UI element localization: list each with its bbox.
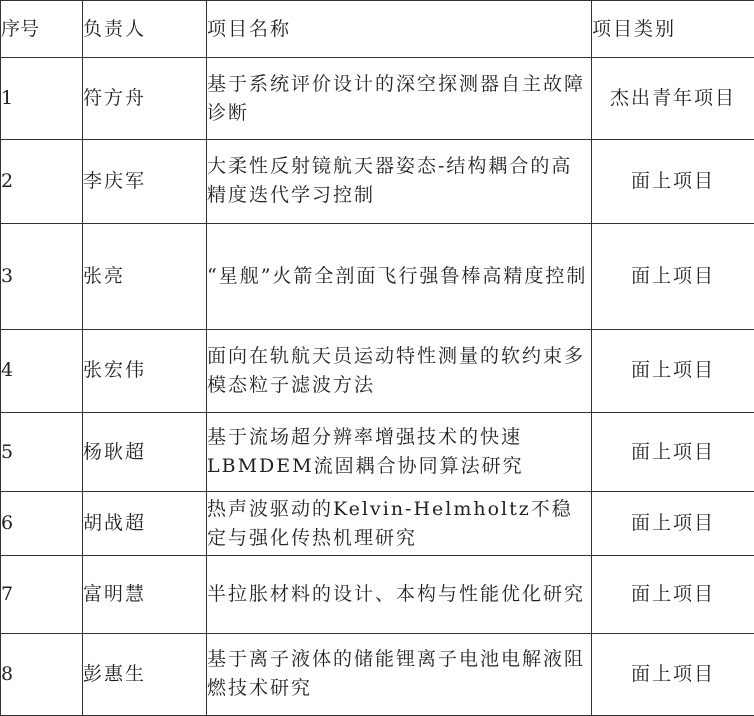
table-row bbox=[1, 633, 754, 715]
row-category: 面上项目 bbox=[592, 329, 754, 412]
row-category: 面上项目 bbox=[592, 223, 754, 329]
row-lead: 杨耿超 bbox=[83, 413, 207, 492]
row-project-name: 大柔性反射镜航天器姿态-结构耦合的高精度迭代学习控制 bbox=[207, 140, 592, 223]
table-row bbox=[1, 58, 754, 140]
row-category: 面上项目 bbox=[592, 633, 754, 715]
row-category: 面上项目 bbox=[592, 140, 754, 223]
row-project-name: 基于离子液体的储能锂离子电池电解液阻燃技术研究 bbox=[207, 633, 592, 715]
row-lead: 李庆军 bbox=[83, 140, 207, 223]
row-num: 7 bbox=[1, 556, 83, 633]
table-row bbox=[1, 223, 754, 329]
row-project-name: 面向在轨航天员运动特性测量的软约束多模态粒子滤波方法 bbox=[207, 329, 592, 412]
table-row bbox=[1, 413, 754, 492]
table-row bbox=[1, 140, 754, 223]
row-category: 面上项目 bbox=[592, 492, 754, 556]
row-lead: 张宏伟 bbox=[83, 329, 207, 412]
table-row bbox=[1, 329, 754, 412]
row-project-name: 基于系统评价设计的深空探测器自主故障诊断 bbox=[207, 58, 592, 140]
header-project-name: 项目名称 bbox=[207, 1, 592, 58]
row-num: 4 bbox=[1, 329, 83, 412]
table-header-row bbox=[1, 1, 754, 58]
row-category: 面上项目 bbox=[592, 556, 754, 633]
row-project-name: “星舰”火箭全剖面飞行强鲁棒高精度控制 bbox=[207, 223, 592, 329]
row-lead: 富明慧 bbox=[83, 556, 207, 633]
row-category: 面上项目 bbox=[592, 413, 754, 492]
row-lead: 符方舟 bbox=[83, 58, 207, 140]
row-project-name: 热声波驱动的Kelvin-Helmholtz不稳定与强化传热机理研究 bbox=[207, 492, 592, 556]
header-category: 项目类别 bbox=[592, 1, 754, 58]
row-project-name: 半拉胀材料的设计、本构与性能优化研究 bbox=[207, 556, 592, 633]
table-row bbox=[1, 492, 754, 556]
row-num: 2 bbox=[1, 140, 83, 223]
row-project-name: 基于流场超分辨率增强技术的快速LBMDEM流固耦合协同算法研究 bbox=[207, 413, 592, 492]
table-row bbox=[1, 556, 754, 633]
header-lead: 负责人 bbox=[83, 1, 207, 58]
row-lead: 彭惠生 bbox=[83, 633, 207, 715]
header-num: 序号 bbox=[1, 1, 83, 58]
row-category: 杰出青年项目 bbox=[592, 58, 754, 140]
row-num: 5 bbox=[1, 413, 83, 492]
row-num: 6 bbox=[1, 492, 83, 556]
row-num: 3 bbox=[1, 223, 83, 329]
row-lead: 张亮 bbox=[83, 223, 207, 329]
row-num: 8 bbox=[1, 633, 83, 715]
row-num: 1 bbox=[1, 58, 83, 140]
row-lead: 胡战超 bbox=[83, 492, 207, 556]
